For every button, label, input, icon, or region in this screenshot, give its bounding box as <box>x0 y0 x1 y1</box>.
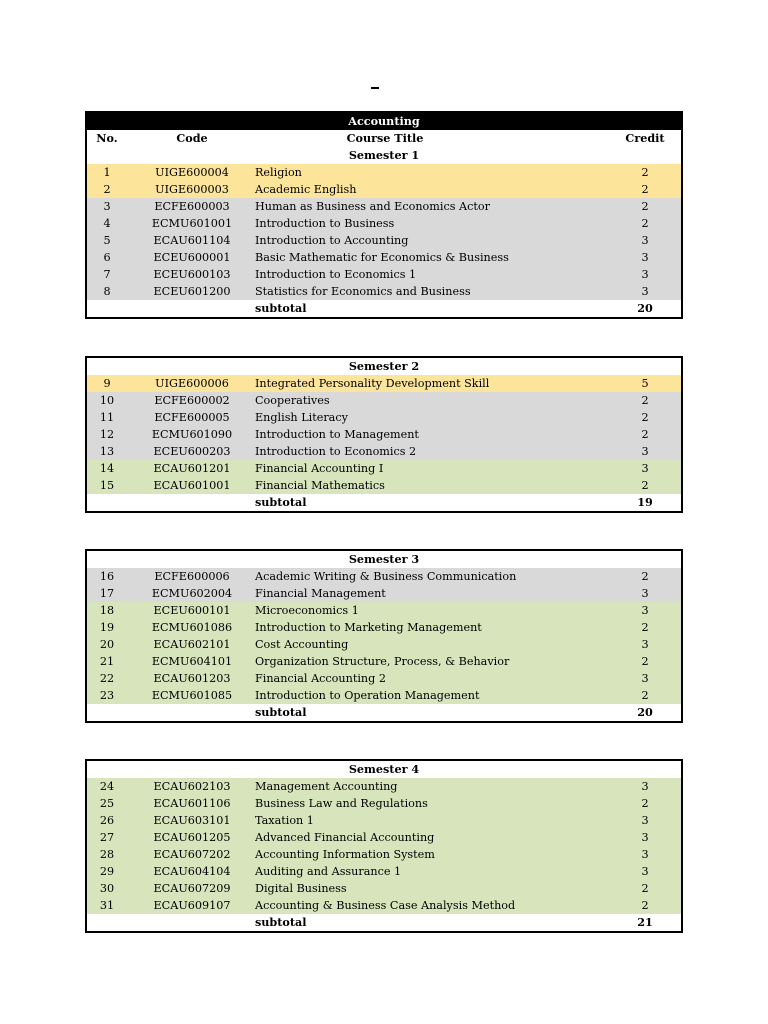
course-title: Basic Mathematic for Economics & Business <box>255 251 509 264</box>
course-code: ECAU607209 <box>153 882 231 895</box>
course-title: Financial Mathematics <box>255 479 385 492</box>
course-credit: 3 <box>641 604 649 617</box>
course-no: 10 <box>99 394 115 407</box>
course-code: ECAU601104 <box>153 234 231 247</box>
header-credit: Credit <box>625 131 665 145</box>
course-no: 28 <box>99 848 115 861</box>
course-credit: 3 <box>641 848 649 861</box>
course-title: Advanced Financial Accounting <box>255 831 435 844</box>
course-code: UIGE600006 <box>155 377 229 390</box>
course-code: ECEU600101 <box>153 604 231 617</box>
course-row <box>87 687 681 704</box>
subtotal-value: 20 <box>637 705 653 719</box>
semester-2-table <box>85 356 683 513</box>
course-credit: 2 <box>641 797 649 810</box>
course-no: 16 <box>99 570 115 583</box>
course-title: Business Law and Regulations <box>255 797 428 810</box>
course-credit: 5 <box>641 377 649 390</box>
course-code: ECMU601085 <box>151 689 233 702</box>
subtotal-value: 20 <box>637 301 653 315</box>
course-no: 24 <box>99 780 115 793</box>
course-no: 3 <box>103 200 111 213</box>
course-title: Accounting Information System <box>255 848 435 861</box>
course-no: 21 <box>99 655 115 668</box>
course-code: ECFE600006 <box>154 570 230 583</box>
semester-label-row <box>87 147 681 164</box>
course-no: 27 <box>99 831 115 844</box>
course-credit: 3 <box>641 780 649 793</box>
course-title: Academic English <box>255 183 357 196</box>
course-title: Organization Structure, Process, & Behavior <box>255 655 510 668</box>
course-row <box>87 653 681 670</box>
course-row <box>87 164 681 181</box>
header-course-title: Course Title <box>346 131 424 145</box>
course-credit: 3 <box>641 638 649 651</box>
semester-label: Semester 2 <box>348 359 420 373</box>
course-credit: 2 <box>641 183 649 196</box>
course-row <box>87 409 681 426</box>
course-credit: 3 <box>641 268 649 281</box>
course-title: Introduction to Business <box>255 217 395 230</box>
course-title: Cost Accounting <box>255 638 349 651</box>
course-row <box>87 392 681 409</box>
course-code: ECMU602004 <box>151 587 233 600</box>
course-title: Introduction to Management <box>255 428 419 441</box>
course-title: Human as Business and Economics Actor <box>255 200 490 213</box>
course-no: 30 <box>99 882 115 895</box>
course-code: ECFE600005 <box>154 411 230 424</box>
course-code: ECMU601086 <box>151 621 233 634</box>
semester-label: Semester 4 <box>348 762 420 776</box>
course-credit: 2 <box>641 428 649 441</box>
course-row <box>87 249 681 266</box>
course-credit: 2 <box>641 200 649 213</box>
header-no: No. <box>96 131 118 145</box>
course-code: ECAU601001 <box>153 479 231 492</box>
course-title: English Literacy <box>255 411 348 424</box>
course-credit: 3 <box>641 251 649 264</box>
course-title: Financial Accounting 2 <box>255 672 386 685</box>
course-row <box>87 232 681 249</box>
course-credit: 3 <box>641 831 649 844</box>
course-row <box>87 585 681 602</box>
course-no: 20 <box>99 638 115 651</box>
course-no: 9 <box>103 377 111 390</box>
course-no: 4 <box>103 217 111 230</box>
course-credit: 2 <box>641 882 649 895</box>
course-code: ECMU601001 <box>151 217 233 230</box>
course-row <box>87 897 681 914</box>
course-row <box>87 846 681 863</box>
course-title: Financial Accounting I <box>255 462 384 475</box>
course-title: Introduction to Economics 1 <box>255 268 417 281</box>
course-title: Academic Writing & Business Communication <box>255 570 517 583</box>
course-credit: 3 <box>641 234 649 247</box>
course-credit: 2 <box>641 689 649 702</box>
course-credit: 2 <box>641 411 649 424</box>
course-row <box>87 375 681 392</box>
course-no: 7 <box>103 268 111 281</box>
column-header-row <box>87 130 681 147</box>
course-row <box>87 568 681 585</box>
course-code: ECAU602103 <box>153 780 231 793</box>
course-code: ECEU600203 <box>153 445 231 458</box>
subtotal-row <box>87 914 681 931</box>
course-code: ECAU602101 <box>153 638 231 651</box>
subtotal-label: subtotal <box>255 301 307 315</box>
semester-label-row <box>87 551 681 568</box>
course-row <box>87 812 681 829</box>
course-credit: 2 <box>641 166 649 179</box>
course-no: 14 <box>99 462 115 475</box>
subtotal-value: 21 <box>637 915 653 929</box>
course-row <box>87 602 681 619</box>
course-credit: 2 <box>641 655 649 668</box>
semester-3-table <box>85 549 683 723</box>
course-no: 26 <box>99 814 115 827</box>
course-no: 23 <box>99 689 115 702</box>
subtotal-row <box>87 704 681 721</box>
course-credit: 2 <box>641 570 649 583</box>
course-credit: 3 <box>641 672 649 685</box>
course-code: UIGE600004 <box>155 166 229 179</box>
course-no: 22 <box>99 672 115 685</box>
course-credit: 2 <box>641 479 649 492</box>
course-row <box>87 283 681 300</box>
course-credit: 2 <box>641 621 649 634</box>
course-credit: 2 <box>641 217 649 230</box>
course-code: ECAU601201 <box>153 462 231 475</box>
course-code: UIGE600003 <box>155 183 229 196</box>
course-title: Introduction to Marketing Management <box>255 621 482 634</box>
semester-4-table <box>85 759 683 933</box>
semester-label-row <box>87 358 681 375</box>
course-row <box>87 266 681 283</box>
course-no: 1 <box>103 166 111 179</box>
course-no: 18 <box>99 604 115 617</box>
course-credit: 2 <box>641 394 649 407</box>
subtotal-value: 19 <box>637 495 653 509</box>
course-code: ECAU607202 <box>153 848 231 861</box>
course-no: 15 <box>99 479 115 492</box>
subtotal-label: subtotal <box>255 495 307 509</box>
course-title: Microeconomics 1 <box>255 604 359 617</box>
course-row <box>87 880 681 897</box>
course-no: 8 <box>103 285 111 298</box>
course-title: Taxation 1 <box>255 814 314 827</box>
course-title: Management Accounting <box>255 780 398 793</box>
course-code: ECFE600003 <box>154 200 230 213</box>
course-row <box>87 778 681 795</box>
course-title: Introduction to Economics 2 <box>255 445 417 458</box>
course-row <box>87 863 681 880</box>
course-title: Digital Business <box>255 882 347 895</box>
subtotal-row <box>87 494 681 511</box>
course-no: 31 <box>99 899 115 912</box>
course-code: ECAU609107 <box>153 899 231 912</box>
course-row <box>87 636 681 653</box>
course-credit: 2 <box>641 899 649 912</box>
course-credit: 3 <box>641 814 649 827</box>
course-code: ECFE600002 <box>154 394 230 407</box>
course-title: Integrated Personality Development Skill <box>255 377 490 390</box>
course-code: ECAU604104 <box>153 865 231 878</box>
course-no: 13 <box>99 445 115 458</box>
course-title: Cooperatives <box>255 394 330 407</box>
course-row <box>87 795 681 812</box>
semester-label-row <box>87 761 681 778</box>
course-code: ECAU601205 <box>153 831 231 844</box>
course-code: ECEU600001 <box>153 251 231 264</box>
course-row <box>87 477 681 494</box>
course-no: 5 <box>103 234 111 247</box>
course-row <box>87 181 681 198</box>
course-row <box>87 670 681 687</box>
course-row <box>87 426 681 443</box>
subtotal-label: subtotal <box>255 705 307 719</box>
course-title: Accounting & Business Case Analysis Method <box>255 899 516 912</box>
course-code: ECAU601106 <box>153 797 231 810</box>
course-no: 11 <box>99 411 115 424</box>
course-title: Introduction to Operation Management <box>255 689 480 702</box>
course-no: 17 <box>99 587 115 600</box>
course-credit: 3 <box>641 285 649 298</box>
course-row <box>87 443 681 460</box>
course-title: Auditing and Assurance 1 <box>255 865 402 878</box>
course-credit: 3 <box>641 462 649 475</box>
course-no: 25 <box>99 797 115 810</box>
course-code: ECMU604101 <box>151 655 233 668</box>
subtotal-row <box>87 300 681 317</box>
course-code: ECMU601090 <box>151 428 233 441</box>
course-row <box>87 829 681 846</box>
course-code: ECAU603101 <box>153 814 231 827</box>
course-credit: 3 <box>641 865 649 878</box>
semester-label: Semester 1 <box>348 148 420 162</box>
semester-1-table <box>85 111 683 319</box>
course-no: 19 <box>99 621 115 634</box>
course-no: 6 <box>103 251 111 264</box>
course-row <box>87 215 681 232</box>
course-title: Religion <box>255 166 302 179</box>
course-no: 12 <box>99 428 115 441</box>
subtotal-label: subtotal <box>255 915 307 929</box>
course-row <box>87 460 681 477</box>
course-title: Statistics for Economics and Business <box>255 285 471 298</box>
course-no: 2 <box>103 183 111 196</box>
course-row <box>87 198 681 215</box>
semester-label: Semester 3 <box>348 552 420 566</box>
course-code: ECAU601203 <box>153 672 231 685</box>
course-no: 29 <box>99 865 115 878</box>
dash-mark <box>371 87 379 89</box>
header-code: Code <box>176 131 208 145</box>
course-credit: 3 <box>641 587 649 600</box>
course-code: ECEU600103 <box>153 268 231 281</box>
course-title: Financial Management <box>255 587 386 600</box>
course-credit: 3 <box>641 445 649 458</box>
course-row <box>87 619 681 636</box>
course-code: ECEU601200 <box>153 285 231 298</box>
course-title: Introduction to Accounting <box>255 234 409 247</box>
program-title: Accounting <box>87 113 681 130</box>
